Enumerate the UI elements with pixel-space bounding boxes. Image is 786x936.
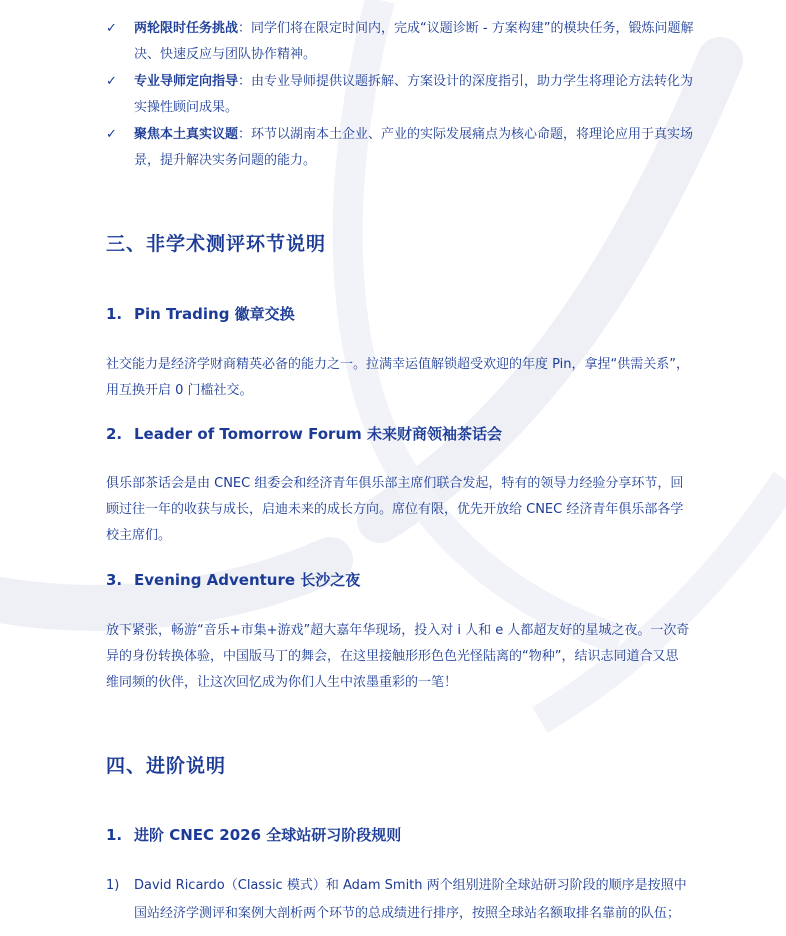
checklist-item-body: ：由专业导师提供议题拆解、方案设计的深度指引，助力学生将理论方法转化为实操性顾问成果。 (134, 74, 694, 115)
checklist-item-heading: 聚焦本土真实议题 (134, 127, 239, 142)
subsection-number: 1. (106, 826, 123, 844)
checklist-item-body: ：环节以湖南本土企业、产业的实际发展痛点为核心命题，将理论应用于真实场景，提升解决实务问题的能力。 (134, 127, 694, 168)
checklist-item-heading: 两轮限时任务挑战 (134, 21, 239, 36)
subsection-title-evening-adventure (106, 568, 360, 592)
section-title-advancement: 四、进阶说明 (106, 755, 227, 777)
paragraph-evening-adventure: 放下紧张，畅游“音乐+市集+游戏”超大嘉年华现场，投入对 i 人和 e 人都超友好的星城之夜。一次奇异的身份转换体验，中国版马丁的舞会，在这里接触形形色色光怪陆离的“物种”，结识志同道合又思维同频的伙伴，让这次回忆成为你们人生中浓墨重彩的一笔！ (106, 623, 690, 690)
subsection-title-text: Leader of Tomorrow Forum 未来财商领袖茶话会 (134, 425, 502, 443)
subsection-title-text: Evening Adventure 长沙之夜 (134, 571, 361, 589)
checklist-item-text (134, 69, 694, 121)
checklist-item-body: ：同学们将在限定时间内，完成“议题诊断 - 方案构建”的模块任务，锻炼问题解决、快速反应与团队协作精神。 (134, 21, 694, 62)
check-icon: ✓ (106, 74, 117, 89)
rule-number: 1) (106, 878, 120, 893)
check-icon: ✓ (106, 21, 117, 36)
rule-item-1 (106, 872, 696, 928)
checklist-item-2 (106, 69, 696, 121)
checklist-item-text (134, 16, 694, 68)
checklist-item-3 (106, 122, 696, 174)
checklist-item-heading: 专业导师定向指导 (134, 74, 239, 89)
paragraph-leader-forum: 俱乐部茶话会是由 CNEC 组委会和经济青年俱乐部主席们联合发起，特有的领导力经验分享环节，回顾过往一年的收获与成长，启迪未来的成长方向。席位有限，优先开放给 CNEC 经济青年俱乐部各学校主席们。 (106, 476, 684, 543)
subsection-number: 1. (106, 305, 123, 323)
rule-text: David Ricardo（Classic 模式）和 Adam Smith 两个组别进阶全球站研习阶段的顺序是按照中国站经济学测评和案例大剖析两个环节的总成绩进行排序，按照全球站名额取排名靠前的队伍； (134, 878, 687, 921)
checklist-item-1 (106, 16, 696, 68)
subsection-title-text: 进阶 CNEC 2026 全球站研习阶段规则 (134, 826, 402, 844)
subsection-title-advancement-rules (106, 823, 401, 847)
subsection-number: 2. (106, 425, 123, 443)
subsection-title-text: Pin Trading 徽章交换 (134, 305, 295, 323)
subsection-number: 3. (106, 571, 123, 589)
check-icon: ✓ (106, 127, 117, 142)
subsection-title-leader-forum (106, 422, 502, 446)
subsection-title-pin-trading (106, 302, 295, 326)
checklist-item-text (134, 122, 694, 174)
paragraph-pin-trading: 社交能力是经济学财商精英必备的能力之一。拉满幸运值解锁超受欢迎的年度 Pin，拿捏“供需关系”，用互换开启 0 门槛社交。 (106, 357, 690, 398)
section-title-nonacademic: 三、非学术测评环节说明 (106, 233, 327, 255)
